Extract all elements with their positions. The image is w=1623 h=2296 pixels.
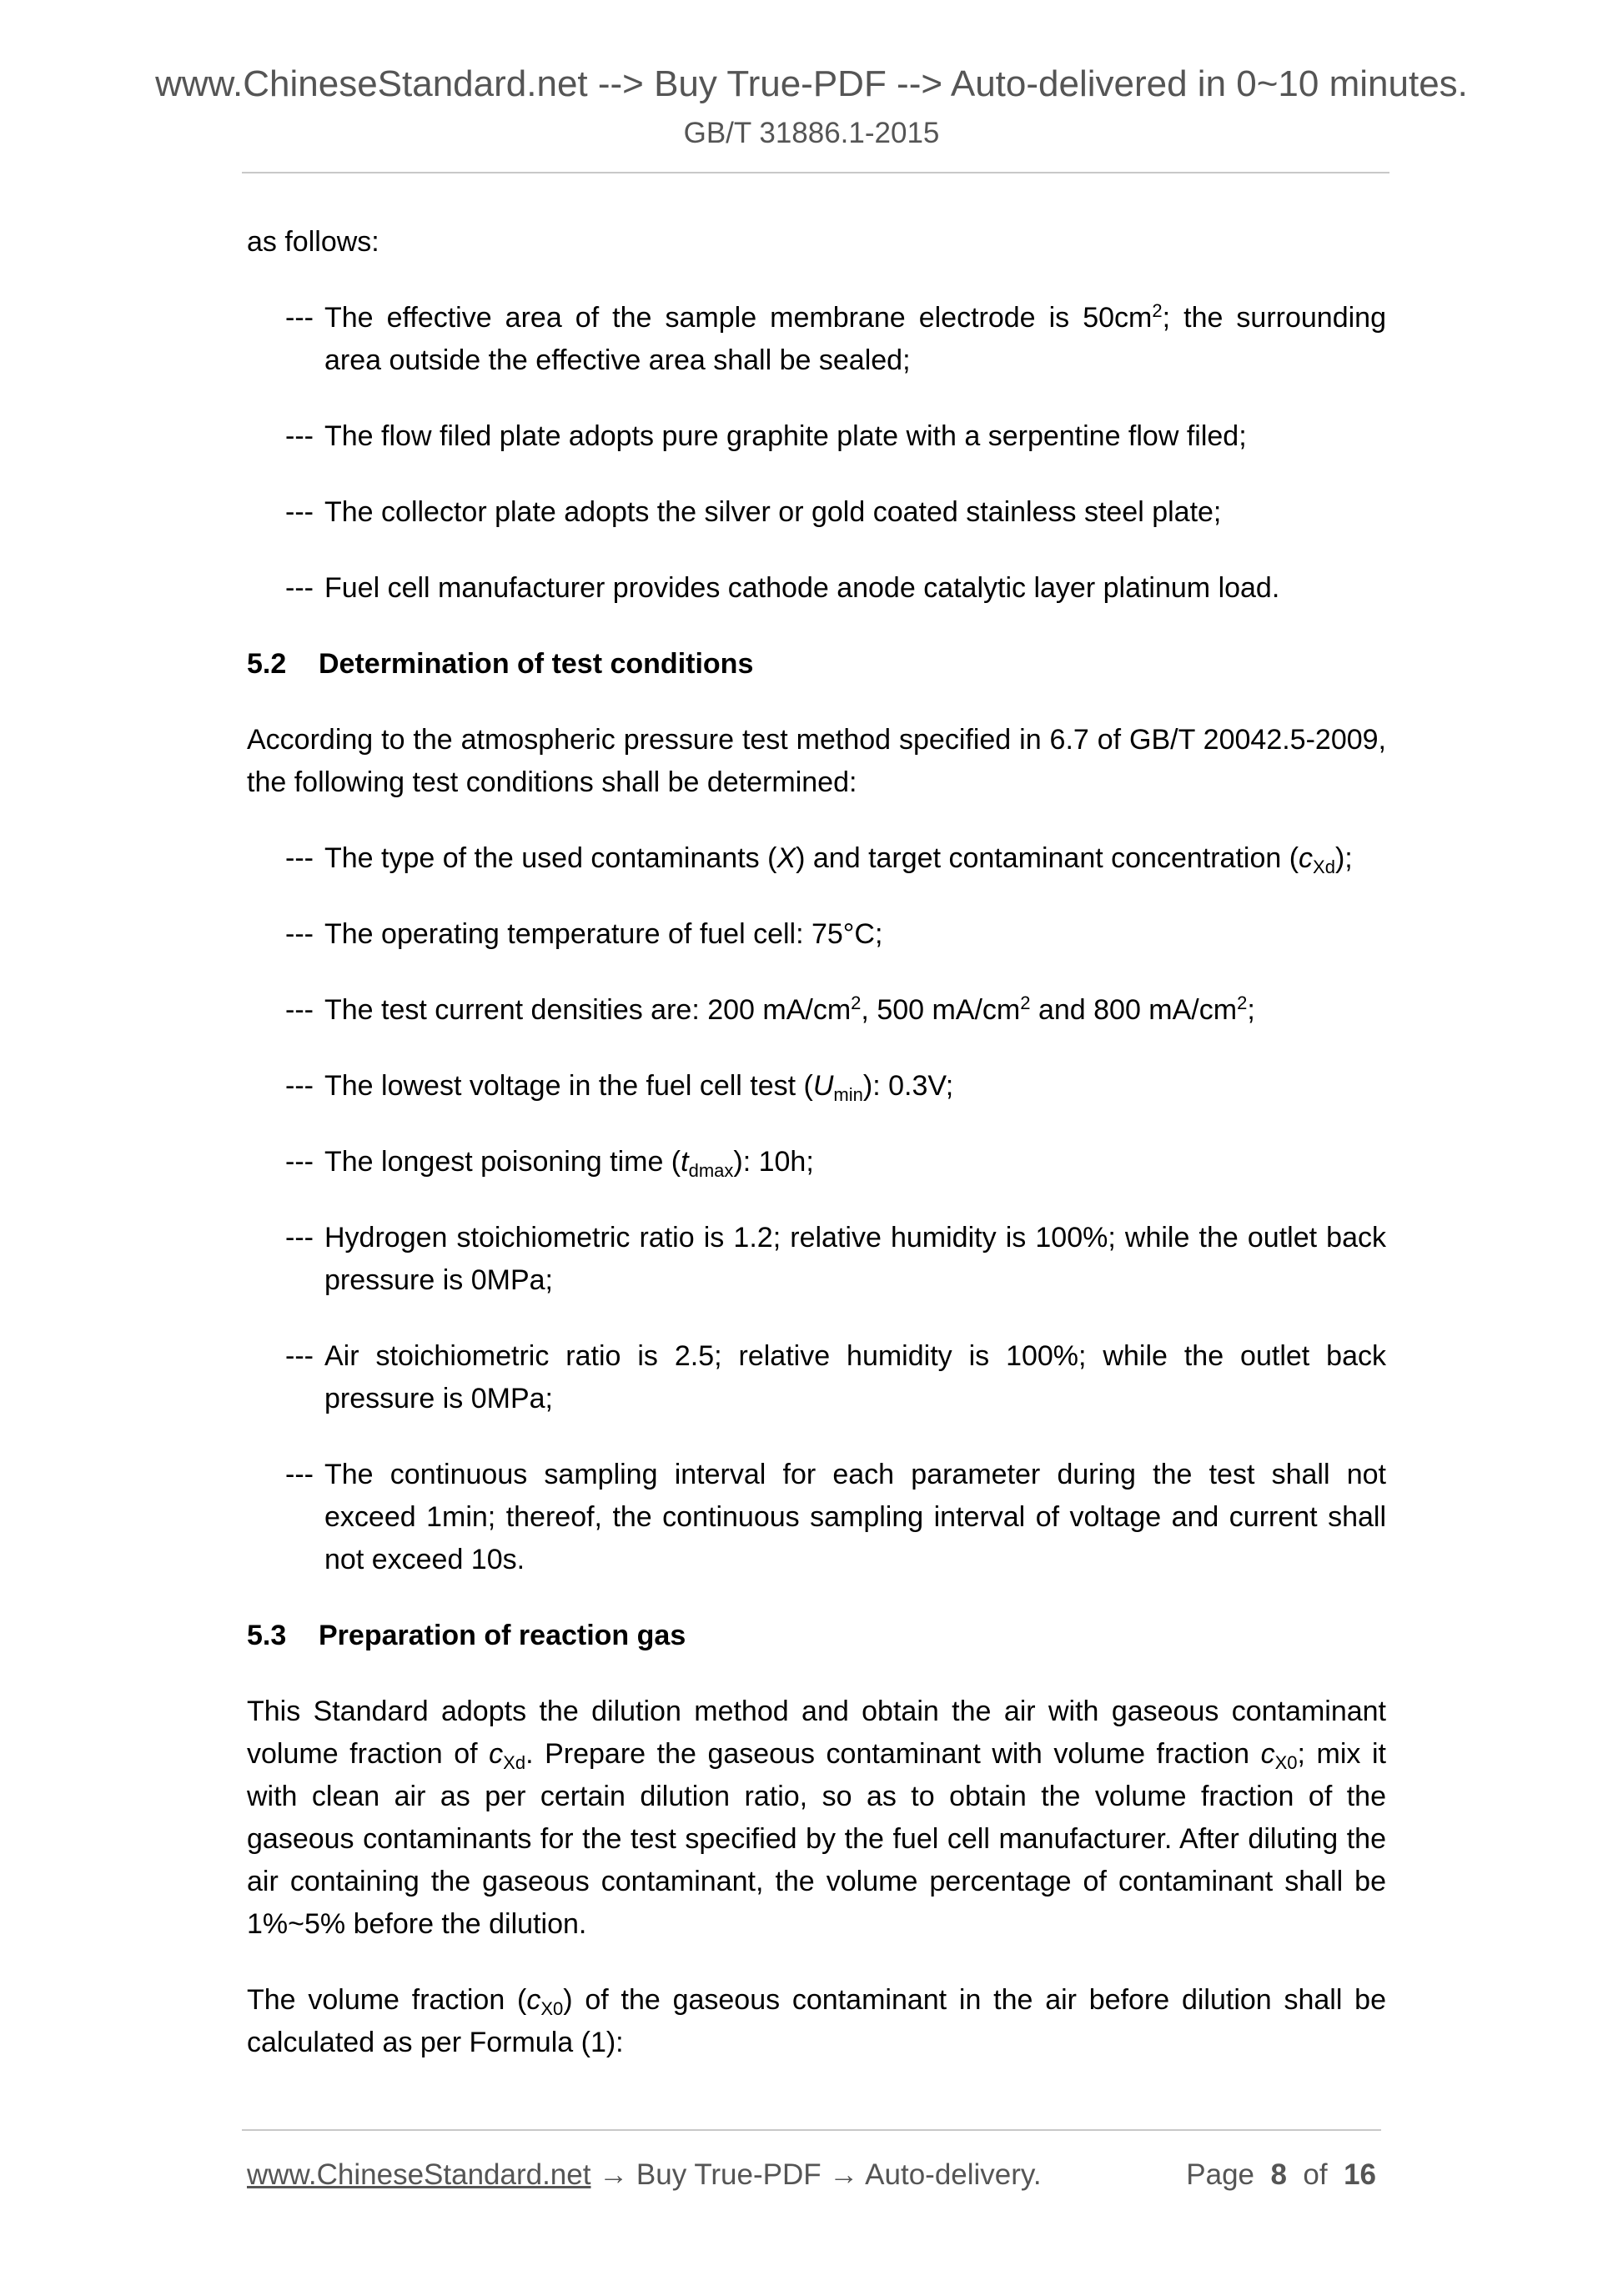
list-dash: --- bbox=[285, 1222, 314, 1254]
paragraph: The volume fraction $(c_{X0})$ of the gaseous contaminant in the air before dilution shall be calculated as per Formula (1): bbox=[247, 1984, 1386, 2058]
list-dash: --- bbox=[285, 994, 314, 1026]
list-item: --- The lowest voltage in the fuel cell test $(U_{min})$: 0.3V; bbox=[247, 1065, 1386, 1108]
list-dash: --- bbox=[285, 1070, 314, 1102]
list-item: --- The longest poisoning time $(t_{dmax})$: 10h; bbox=[247, 1141, 1386, 1183]
list-dash: --- bbox=[285, 572, 314, 604]
section-heading-5-3: 5.3 Preparation of reaction gas bbox=[247, 1620, 686, 1651]
page-number: 8 bbox=[1270, 2158, 1287, 2191]
header-divider bbox=[242, 172, 1389, 173]
list-item: --- The test current densities are: 200 $mA/cm^2$, 500 $mA/cm^2$ and 800 $mA/cm^2$; bbox=[247, 989, 1386, 1032]
intro-text: as follows: bbox=[247, 226, 379, 258]
footer-text: → Buy True-PDF → Auto-delivery. bbox=[590, 2158, 1042, 2191]
list-dash: --- bbox=[285, 1146, 314, 1178]
header-banner: www.ChineseStandard.net --> Buy True-PDF --> Auto-delivered in 0~10 minutes. bbox=[155, 63, 1468, 104]
list-item: --- Air stoichiometric ratio is 2.5; relative humidity is 100%; while the outlet back pressure is 0MPa; bbox=[247, 1335, 1386, 1420]
list-item: --- The flow filed plate adopts pure graphite plate with a serpentine flow filed; bbox=[247, 415, 1386, 458]
page-indicator: Page 8 of 16 bbox=[1186, 2158, 1376, 2191]
list-item: --- Hydrogen stoichiometric ratio is 1.2; relative humidity is 100%; while the outlet back pressure is 0MPa; bbox=[247, 1217, 1386, 1302]
page-total: 16 bbox=[1344, 2158, 1376, 2191]
list-dash: --- bbox=[285, 302, 314, 334]
list-dash: --- bbox=[285, 842, 314, 874]
page-footer bbox=[247, 2158, 1376, 2192]
list-item: --- The effective area of the sample membrane electrode is $50cm^2$; the surrounding area outside the effective area shall be sealed; bbox=[247, 297, 1386, 382]
list-item: --- The operating temperature of fuel cell: 75°C; bbox=[247, 913, 1386, 956]
standard-number: GB/T 31886.1-2015 bbox=[683, 117, 940, 149]
list-dash: --- bbox=[285, 420, 314, 452]
footer-link[interactable]: www.ChineseStandard.net bbox=[247, 2158, 591, 2191]
footer-divider bbox=[242, 2129, 1381, 2131]
list-item: --- The continuous sampling interval for each parameter during the test shall not exceed 1min; thereof, the continuous sampling interval of voltage and current shall not exceed 10s. bbox=[247, 1454, 1386, 1581]
list-dash: --- bbox=[285, 1459, 314, 1490]
paragraph: According to the atmospheric pressure test method specified in 6.7 of GB/T 20042.5-2009, the following test conditions shall be determined: bbox=[247, 724, 1386, 798]
list-dash: --- bbox=[285, 918, 314, 950]
list-item: --- Fuel cell manufacturer provides cathode anode catalytic layer platinum load. bbox=[247, 567, 1386, 610]
document-body bbox=[247, 221, 1386, 2098]
list-dash: --- bbox=[285, 496, 314, 528]
section-heading-5-2: 5.2 Determination of test conditions bbox=[247, 648, 754, 680]
list-item: --- The type of the used contaminants (X) and target contaminant concentration $(c_{Xd})$; bbox=[247, 837, 1386, 880]
list-dash: --- bbox=[285, 1340, 314, 1372]
paragraph: This Standard adopts the dilution method and obtain the air with gaseous contaminant volume fraction of $c_{Xd}$. Prepare the gaseous contaminant with volume fraction $c_{X0}$; mix it with clean air as per certain dilution ratio, so as to obtain the volume fraction of the gaseous contaminants for the test specified by the fuel cell manufacturer. After diluting the air containing the gaseous contaminant, the volume percentage of contaminant shall be 1%~5% before the dilution. bbox=[247, 1696, 1387, 1940]
list-item: --- The collector plate adopts the silver or gold coated stainless steel plate; bbox=[247, 491, 1386, 534]
